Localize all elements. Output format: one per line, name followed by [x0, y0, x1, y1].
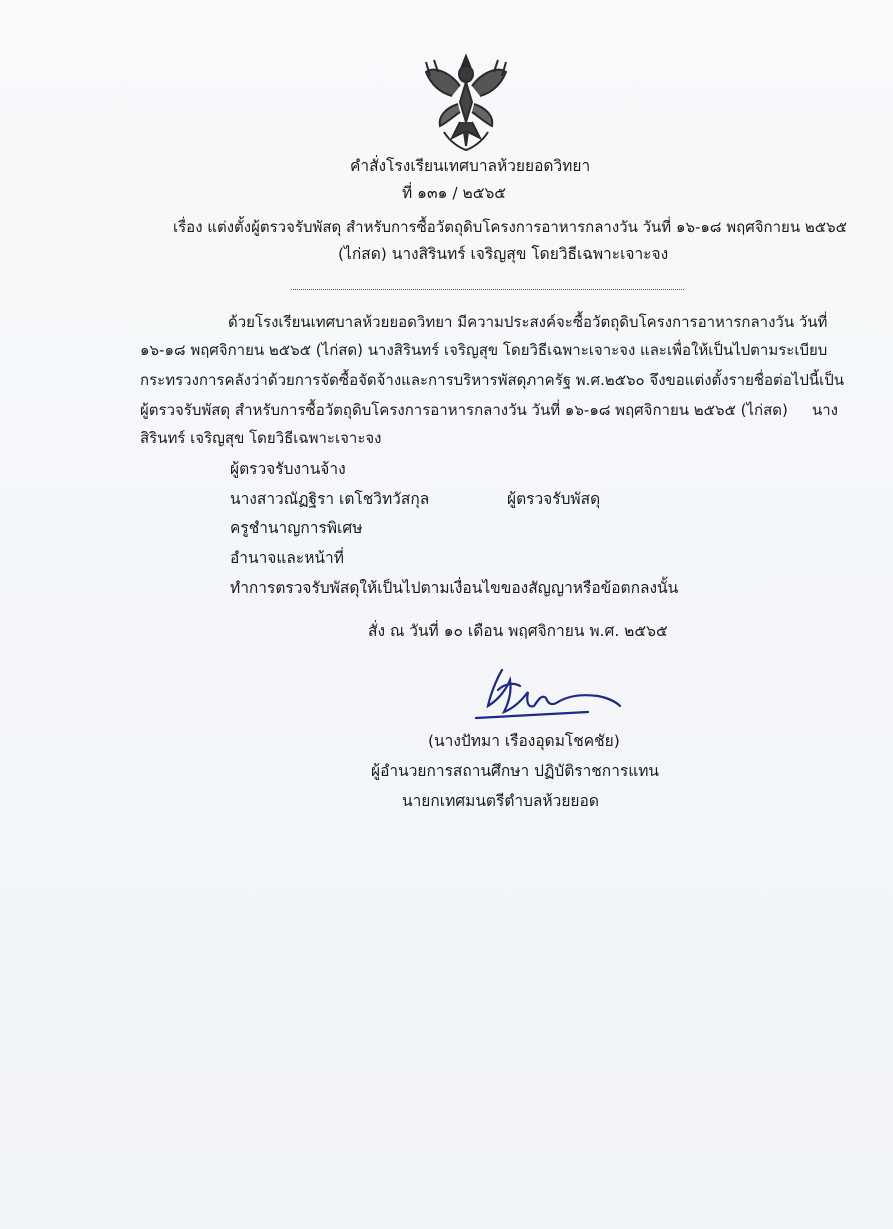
duties-title: อำนาจและหน้าที่ — [230, 549, 344, 567]
inspector-position: ครูชำนาญการพิเศษ — [230, 519, 363, 537]
garuda-emblem-icon — [420, 52, 512, 152]
subject-line-2: (ไก่สด) นางสิรินทร์ เจริญสุข โดยวิธีเฉพาะเจาะจง — [338, 245, 669, 263]
subject-line-1: เรื่อง แต่งตั้งผู้ตรวจรับพัสดุ สำหรับการซื้อวัตถุดิบโครงการอาหารกลางวัน วันที่ ๑๖-๑๘ พฤศจิกายน ๒๕๖๕ — [173, 218, 847, 236]
paragraph-line-4: ผู้ตรวจรับพัสดุ สำหรับการซื้อวัตถุดิบโครงการอาหารกลางวัน วันที่ ๑๖-๑๘ พฤศจิกายน ๒๕๖๕ (ไก่สด) — [140, 401, 788, 419]
section-title: ผู้ตรวจรับงานจ้าง — [230, 460, 346, 478]
separator-dotted-line — [291, 289, 684, 290]
inspector-role: ผู้ตรวจรับพัสดุ — [507, 490, 601, 508]
paragraph-line-3: กระทรวงการคลังว่าด้วยการจัดซื้อจัดจ้างและการบริหารพัสดุภาครัฐ พ.ศ.๒๕๖๐ จึงขอแต่งตั้งรายชื่อต่อไปนี้เป็น — [140, 371, 845, 389]
handwritten-signature — [468, 660, 628, 730]
order-date: สั่ง ณ วันที่ ๑๐ เดือน พฤศจิกายน พ.ศ. ๒๕๖๕ — [368, 622, 668, 640]
signatory-title-1: ผู้อำนวยการสถานศึกษา ปฏิบัติราชการแทน — [371, 762, 660, 780]
order-title: คำสั่งโรงเรียนเทศบาลห้วยยอดวิทยา — [350, 157, 591, 175]
inspector-name: นางสาวณัฏฐิรา เตโชวิทวัสกุล — [230, 490, 430, 508]
paragraph-line-2: ๑๖-๑๘ พฤศจิกายน ๒๕๖๕ (ไก่สด) นางสิรินทร์ เจริญสุข โดยวิธีเฉพาะเจาะจง และเพื่อให้เป็นไปตามระเบียบ — [140, 341, 828, 359]
duties-text: ทำการตรวจรับพัสดุให้เป็นไปตามเงื่อนไขของสัญญาหรือข้อตกลงนั้น — [230, 579, 679, 597]
paragraph-line-1: ด้วยโรงเรียนเทศบาลห้วยยอดวิทยา มีความประสงค์จะซื้อวัตถุดิบโครงการอาหารกลางวัน วันที่ — [228, 313, 828, 331]
signatory-title-2: นายกเทศมนตรีตำบลห้วยยอด — [402, 792, 599, 810]
signatory-name: (นางปัทมา เรืองอุดมโชคชัย) — [428, 732, 620, 750]
order-number: ที่ ๑๓๑ / ๒๕๖๕ — [402, 184, 507, 202]
paragraph-line-4-end: นาง — [812, 401, 839, 419]
paragraph-line-5: สิรินทร์ เจริญสุข โดยวิธีเฉพาะเจาะจง — [140, 429, 382, 447]
